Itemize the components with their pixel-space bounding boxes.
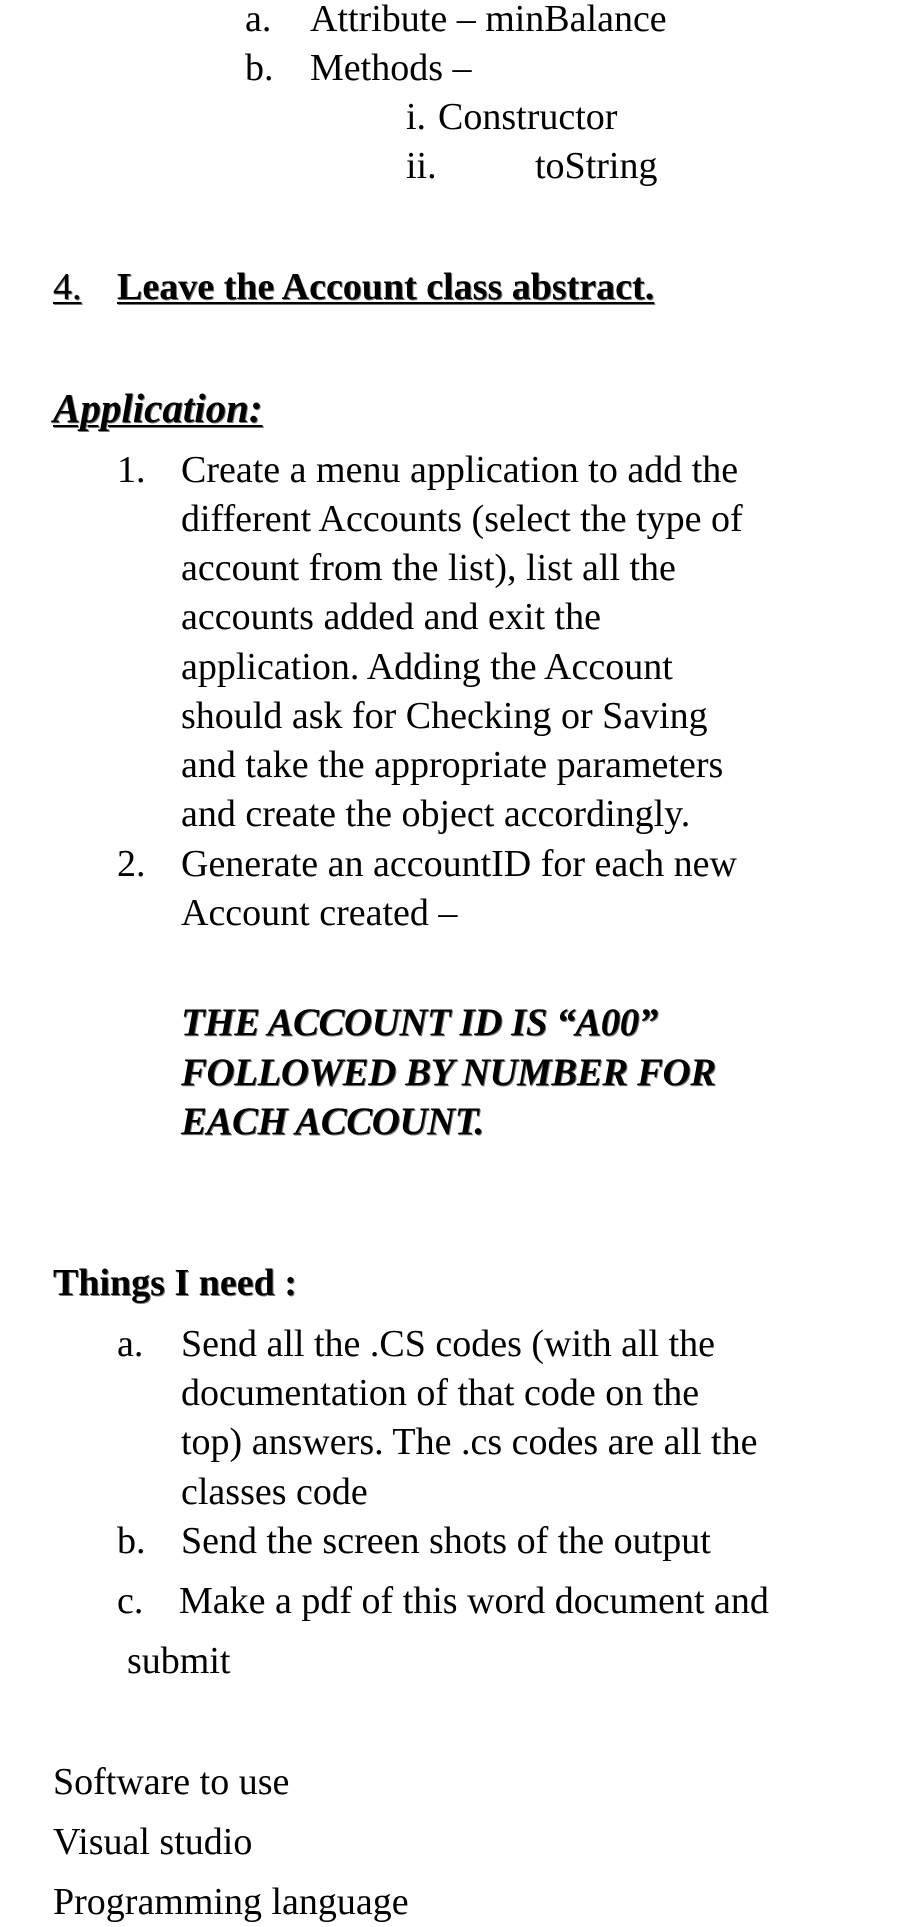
step4-number: 4. — [53, 266, 82, 308]
sublist-item-marker: i. — [406, 96, 427, 138]
needs-item-line: Send the screen shots of the output — [181, 1520, 711, 1562]
constructor-item: Constructor — [438, 96, 618, 138]
step4-heading: Leave the Account class abstract. — [117, 266, 655, 308]
application-item-line: should ask for Checking or Saving — [181, 695, 708, 737]
list-item-marker: c. — [117, 1580, 144, 1622]
needs-item-line: Send all the .CS codes (with all the — [181, 1323, 716, 1365]
needs-item-line: Make a pdf of this word document and — [179, 1580, 769, 1622]
methods-item: Methods – — [310, 47, 472, 89]
application-item-line: accounts added and exit the — [181, 596, 601, 638]
software-value: Visual studio — [53, 1821, 253, 1863]
account-id-note-line: THE ACCOUNT ID IS “A00” — [181, 1001, 658, 1044]
sublist-item-marker: ii. — [406, 145, 437, 187]
language-label: Programming language — [53, 1881, 409, 1923]
account-id-note-line: FOLLOWED BY NUMBER FOR — [181, 1051, 716, 1094]
needs-item-line: documentation of that code on the — [181, 1372, 700, 1414]
list-item-marker: a. — [117, 1323, 144, 1365]
application-item-line: and create the object accordingly. — [181, 793, 691, 835]
attribute-item: Attribute – minBalance — [310, 0, 667, 40]
list-item-marker: 1. — [117, 449, 146, 491]
application-heading: Application: — [53, 385, 263, 431]
list-item-marker: b. — [245, 47, 274, 89]
software-label: Software to use — [53, 1761, 290, 1803]
needs-item-line: top) answers. The .cs codes are all the — [181, 1421, 758, 1463]
application-item-line: different Accounts (select the type of — [181, 498, 743, 540]
list-item-marker: b. — [117, 1520, 146, 1562]
application-item-line: and take the appropriate parameters — [181, 744, 724, 786]
application-item-line: account from the list), list all the — [181, 547, 676, 589]
tostring-item: toString — [535, 145, 658, 187]
application-item-line: Generate an accountID for each new — [181, 843, 737, 885]
application-item-line: application. Adding the Account — [181, 646, 673, 688]
account-id-note-line: EACH ACCOUNT. — [181, 1100, 484, 1143]
list-item-marker: a. — [245, 0, 272, 40]
needs-item-line: submit — [127, 1640, 231, 1682]
list-item-marker: 2. — [117, 843, 146, 885]
needs-item-line: classes code — [181, 1471, 368, 1513]
application-item-line: Create a menu application to add the — [181, 449, 739, 491]
things-needed-heading: Things I need : — [53, 1262, 297, 1304]
application-item-line: Account created – — [181, 892, 458, 934]
